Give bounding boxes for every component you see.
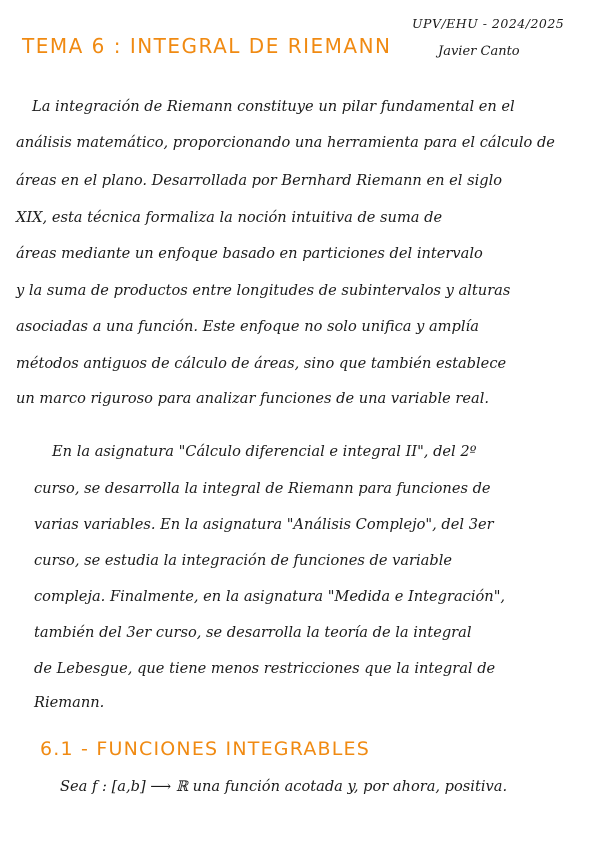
text-line: La integración de Riemann constituye un pilar fundamental en el	[32, 98, 515, 115]
text-line: áreas mediante un enfoque basado en particiones del intervalo	[16, 245, 483, 262]
text-line: análisis matemático, proporcionando una herramienta para el cálculo de	[16, 134, 555, 151]
text-line: un marco riguroso para analizar funciones de una variable real.	[16, 390, 490, 407]
text-line: En la asignatura "Cálculo diferencial e integral II", del 2º	[52, 443, 477, 460]
author-name: Javier Canto	[438, 44, 520, 59]
text-line: Sea f : [a,b] ⟶ ℝ una función acotada y, por ahora, positiva.	[60, 778, 508, 795]
text-line: XIX, esta técnica formaliza la noción intuitiva de suma de	[16, 209, 443, 226]
text-line: también del 3er curso, se desarrolla la teoría de la integral	[34, 624, 472, 641]
text-line: asociadas a una función. Este enfoque no solo unifica y amplía	[16, 318, 479, 335]
page-title: TEMA 6 : INTEGRAL DE RIEMANN	[22, 34, 392, 58]
text-line: y la suma de productos entre longitudes de subintervalos y alturas	[16, 282, 511, 299]
text-line: curso, se estudia la integración de funciones de variable	[34, 552, 453, 569]
text-line: curso, se desarrolla la integral de Riemann para funciones de	[34, 480, 491, 497]
text-line: compleja. Finalmente, en la asignatura "Medida e Integración",	[34, 588, 506, 605]
text-line: Riemann.	[34, 694, 105, 711]
text-line: áreas en el plano. Desarrollada por Bernhard Riemann en el siglo	[16, 172, 503, 189]
text-line: varias variables. En la asignatura "Análisis Complejo", del 3er	[34, 516, 494, 533]
text-line: de Lebesgue, que tiene menos restricciones que la integral de	[34, 660, 496, 677]
course-label: UPV/EHU - 2024/2025	[412, 16, 565, 31]
text-line: métodos antiguos de cálculo de áreas, sino que también establece	[16, 355, 507, 372]
section-heading: 6.1 - FUNCIONES INTEGRABLES	[40, 738, 371, 760]
